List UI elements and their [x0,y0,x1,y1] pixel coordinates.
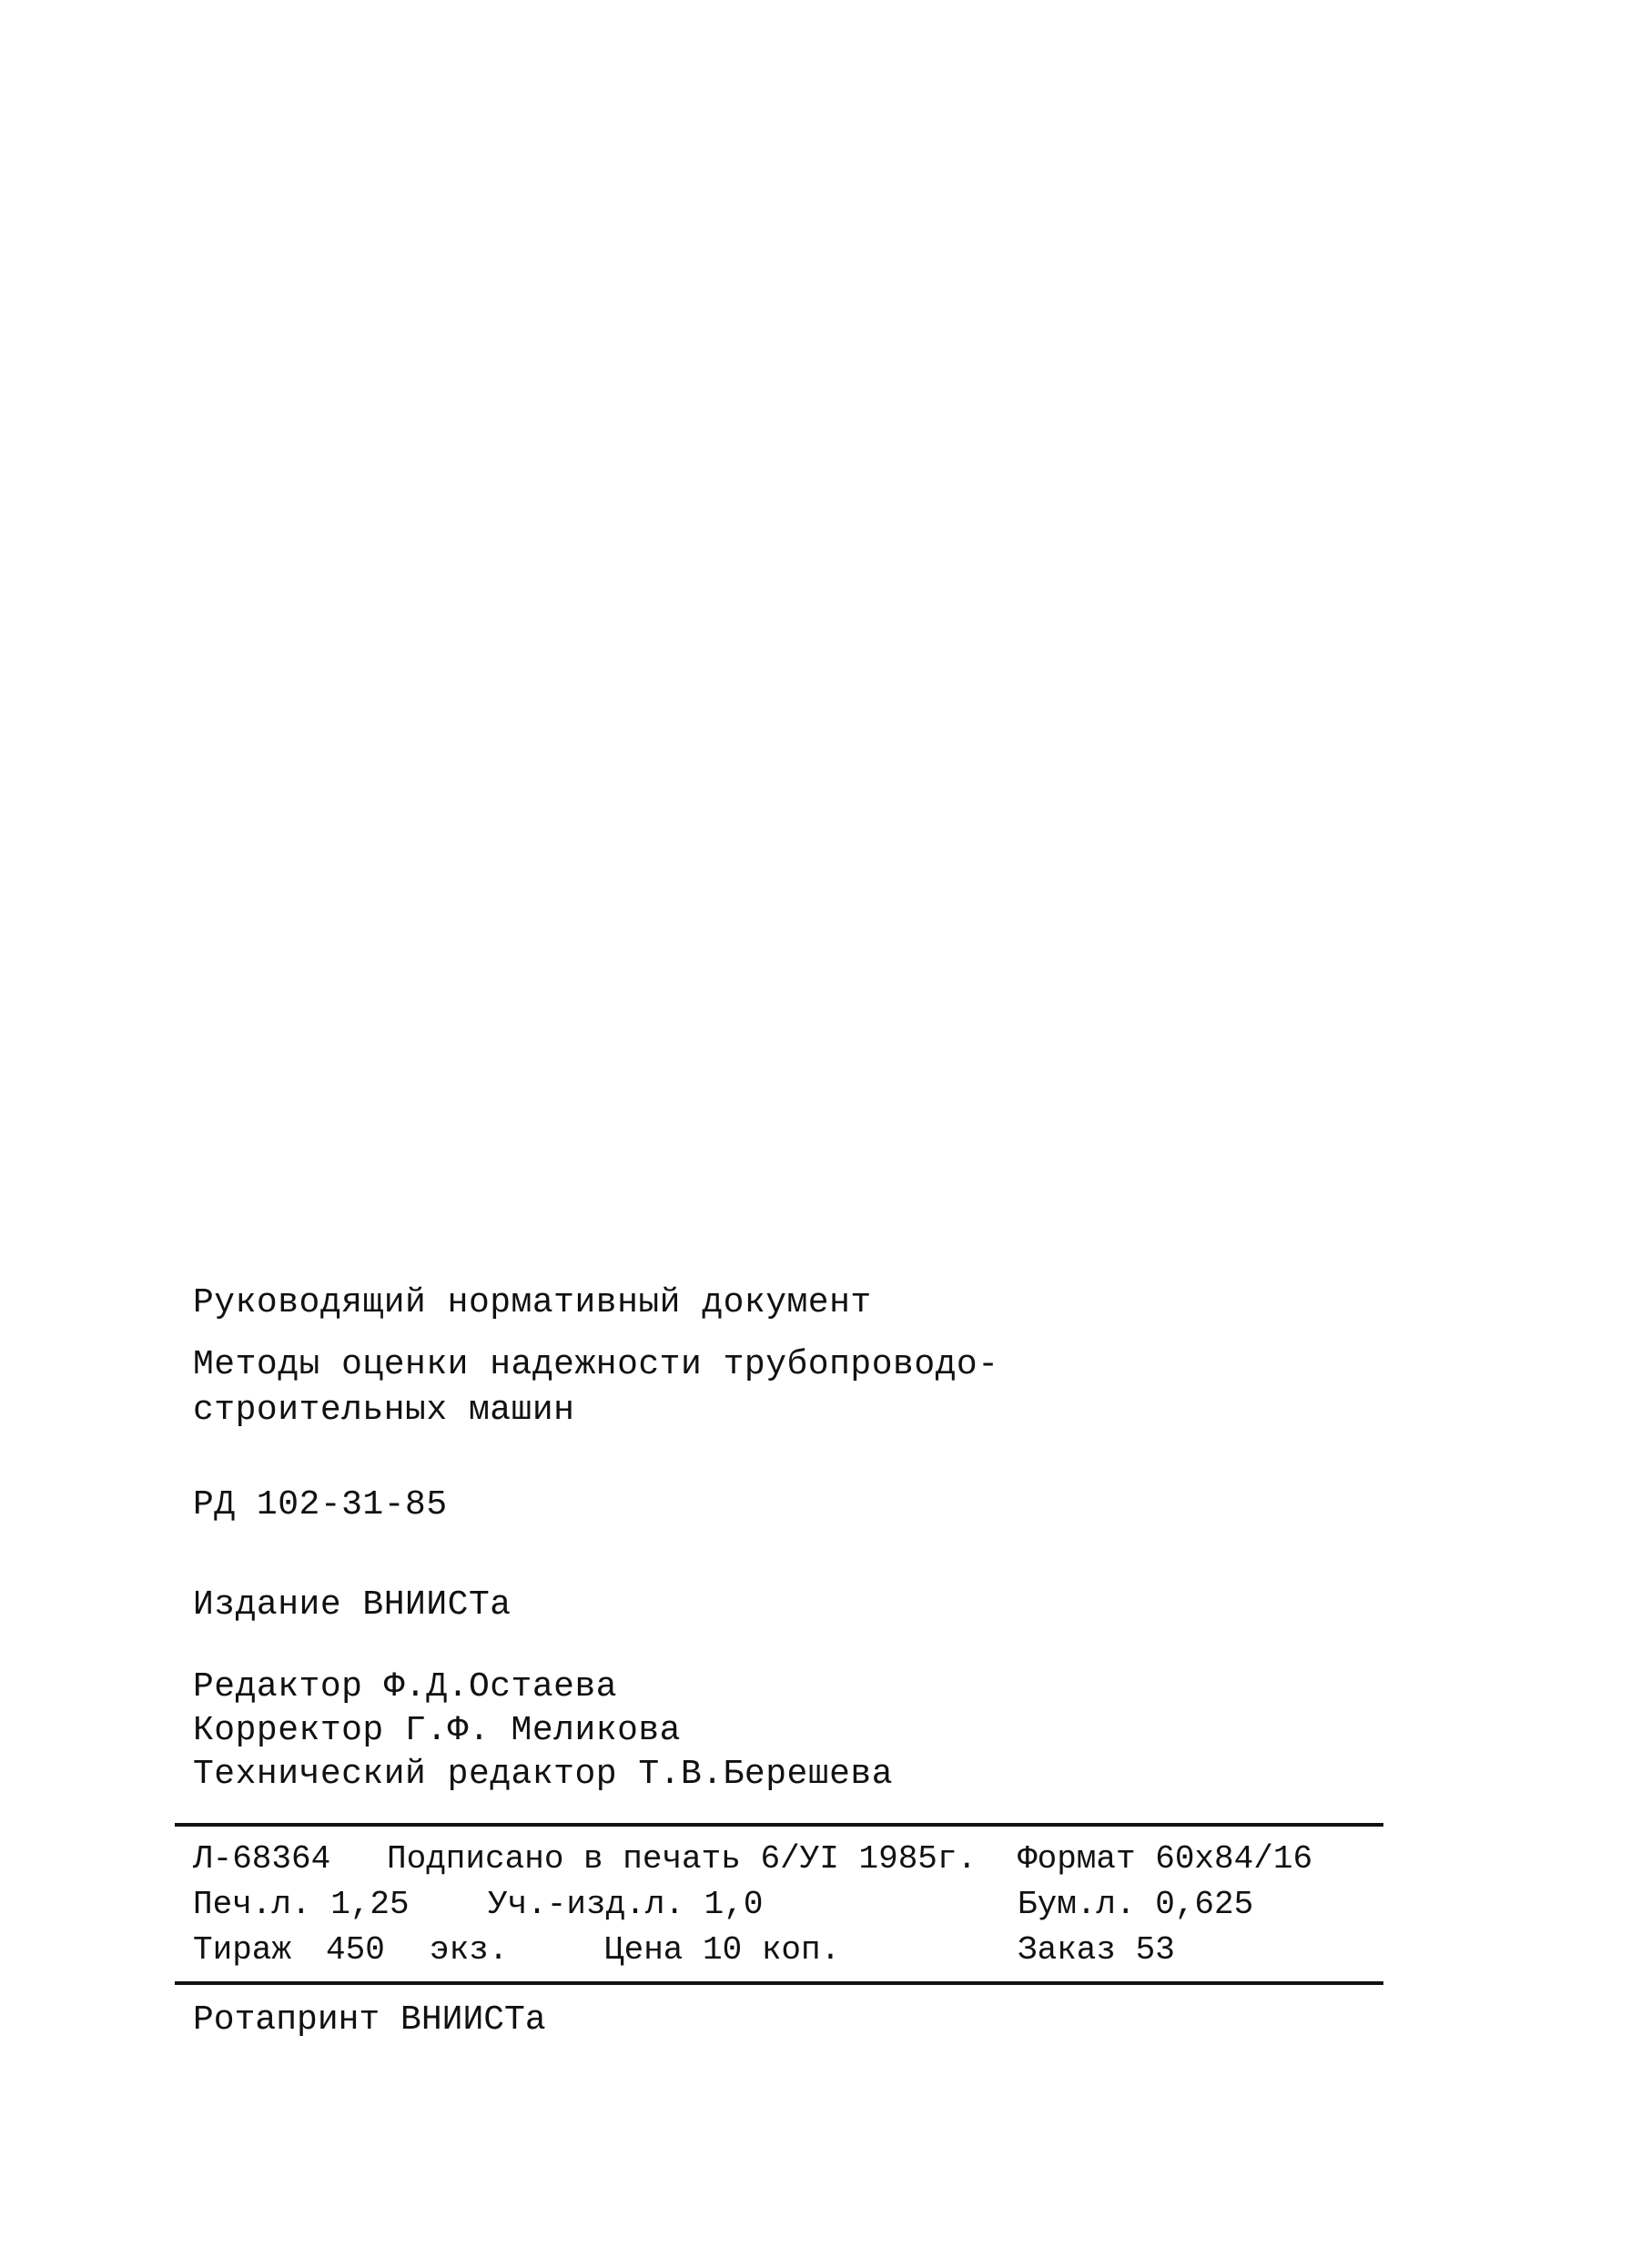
price: Цена 10 коп. [604,1931,841,1969]
paper-sheets: Бум.л. 0,625 [1018,1886,1254,1923]
editor-line: Редактор Ф.Д.Остаева [193,1667,618,1706]
order-number: Заказ 53 [1018,1931,1175,1969]
publisher-line: Издание ВНИИСТа [193,1585,512,1625]
document-subject-line-2: строительных машин [193,1391,575,1430]
printer-line: Ротапринт ВНИИСТа [193,2000,546,2040]
document-code: РД 102-31-85 [193,1485,448,1524]
paper-format: Формат 60х84/16 [1018,1840,1313,1878]
print-sheets: Печ.л. 1,25 [193,1886,410,1923]
print-run-label: Тираж [193,1931,292,1969]
imprint-top-rule [175,1823,1383,1827]
imprint-bottom-rule [175,1981,1383,1985]
print-run-unit: экз. [430,1931,509,1969]
publisher-sheets: Уч.-изд.л. 1,0 [488,1886,764,1923]
document-title: Руководящий нормативный документ [193,1283,872,1322]
license-number: Л-68364 [193,1840,331,1878]
document-subject-line-1: Методы оценки надежности трубопроводо- [193,1345,999,1384]
print-run-value: 450 [326,1931,385,1969]
technical-editor-line: Технический редактор Т.В.Берешева [193,1755,894,1794]
signed-for-print: Подписано в печать 6/УІ 1985г. [387,1840,978,1878]
corrector-line: Корректор Г.Ф. Меликова [193,1711,681,1750]
